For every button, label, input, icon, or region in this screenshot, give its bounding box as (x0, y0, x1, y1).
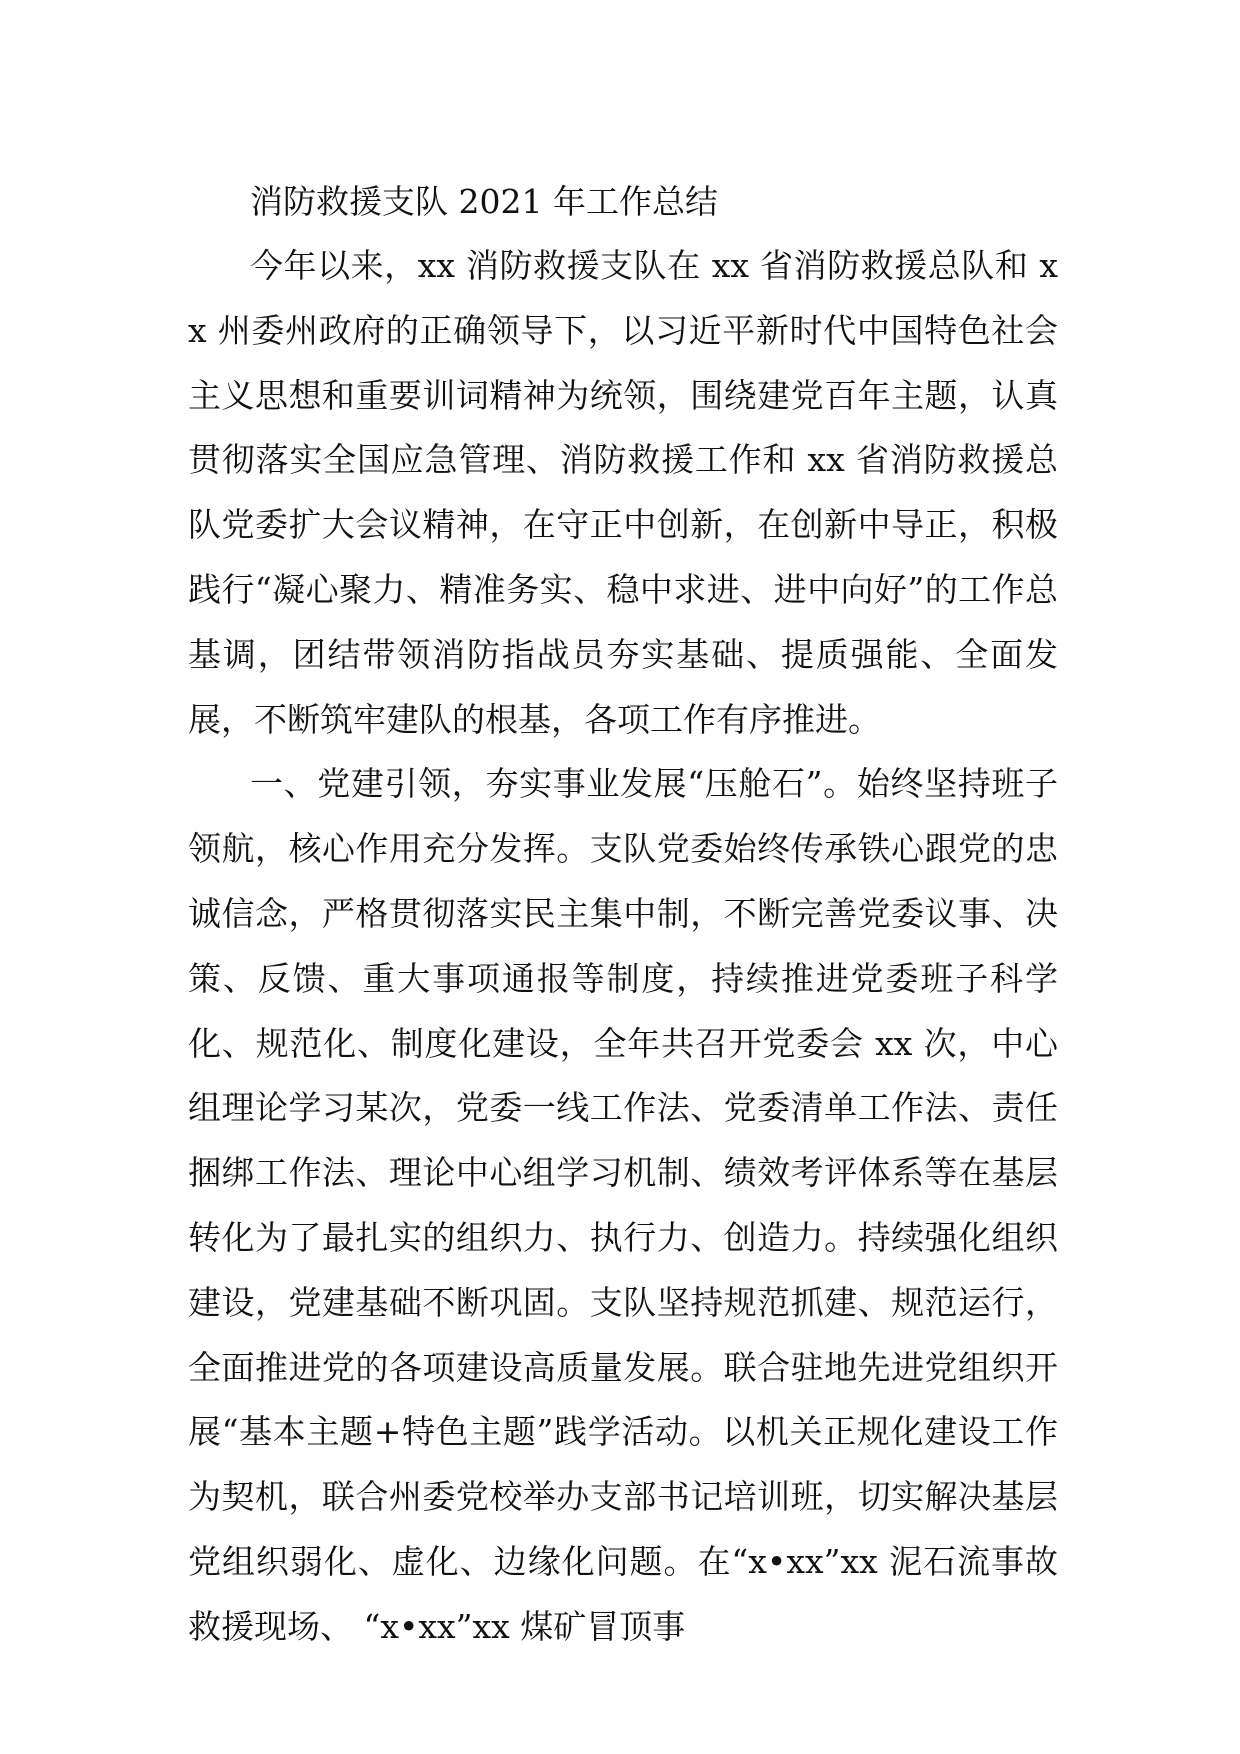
paragraph-party-building: 一、党建引领，夯实事业发展“压舱石”。始终坚持班子领航，核心作用充分发挥。支队党委始终传承铁心跟党的忠诚信念，严格贯彻落实民主集中制，不断完善党委议事、决策、反馈、重大事项通报等制度，持续推进党委班子科学化、规范化、制度化建设，全年共召开党委会 xx 次，中心组理论学习某次，党委一线工作法、党委清单工作法、责任捆绑工作法、理论中心组学习机制、绩效考评体系等在基层转化为了最扎实的组织力、执行力、创造力。持续强化组织建设，党建基础不断巩固。支队坚持规范抓建、规范运行，全面推进党的各项建设高质量发展。联合驻地先进党组织开展“基本主题+特色主题”践学活动。以机关正规化建设工作为契机，联合州委党校举办支部书记培训班，切实解决基层党组织弱化、虚化、边缘化问题。在“x•xx”xx 泥石流事故救援现场、 “x•xx”xx 煤矿冒顶事 (188, 764, 1058, 1646)
document-body (188, 170, 1058, 1660)
paragraph-intro: 今年以来，xx 消防救援支队在 xx 省消防救援总队和 xx 州委州政府的正确领导下，以习近平新时代中国特色社会主义思想和重要训词精神为统领，围绕建党百年主题，认真贯彻落实全国应急管理、消防救援工作和 xx 省消防救援总队党委扩大会议精神，在守正中创新，在创新中导正，积极践行“凝心聚力、精准务实、稳中求进、进中向好”的工作总基调，团结带领消防指战员夯实基础、提质强能、全面发展，不断筑牢建队的根基，各项工作有序推进。 (188, 246, 1058, 739)
document-title: 消防救援支队 2021 年工作总结 (250, 182, 718, 221)
